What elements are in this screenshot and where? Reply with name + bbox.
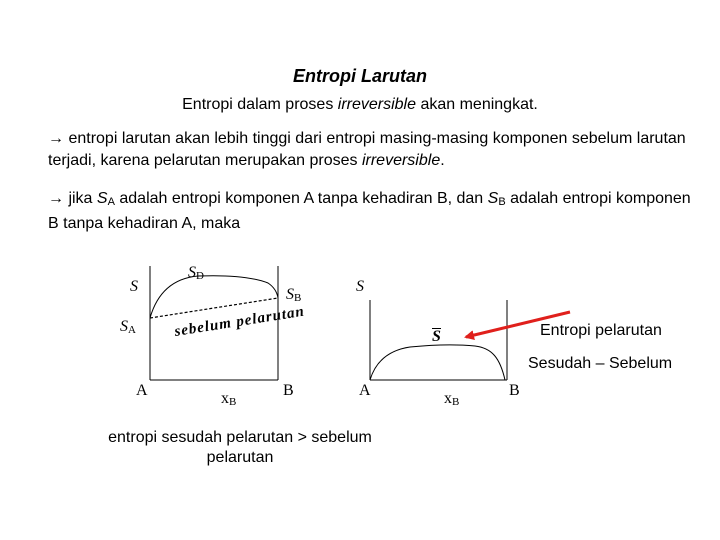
subtitle-suffix: akan meningkat. <box>416 96 538 113</box>
left-sb-subscript: B <box>294 292 302 304</box>
slide-title: Entropi Larutan <box>293 66 427 86</box>
left-xb-label <box>221 390 236 408</box>
sebelum-pelarutan-label: sebelum pelarutan <box>173 303 306 341</box>
left-x-right-label: B <box>283 382 294 399</box>
p1-end: . <box>440 152 445 169</box>
left-axis-s-label <box>130 278 138 296</box>
left-sa-symbol: S <box>120 318 128 335</box>
left-x-a-label: A <box>136 382 148 399</box>
left-sa-label <box>120 318 136 336</box>
right-x-a-label: A <box>359 382 371 399</box>
right-x-right-label: B <box>509 382 520 399</box>
right-xb-symbol: x <box>444 390 452 407</box>
arrow-bullet-icon: → <box>48 130 64 147</box>
p2-part-a: jika <box>64 190 97 207</box>
left-xb-symbol: x <box>221 390 229 407</box>
right-s-bar-symbol: S <box>432 328 441 345</box>
subtitle-italic: irreversible <box>337 96 417 113</box>
p1-italic: irreversible <box>361 152 441 169</box>
right-axis-s-text: S <box>356 278 364 295</box>
conclusion-text: entropi sesudah pelarutan > sebelum pelarutan <box>108 429 372 466</box>
p1-text: entropi larutan akan lebih tinggi dari entropi masing-masing komponen sebelum larutan terjadi, karena pelarutan merupakan proses <box>48 130 686 169</box>
left-sd-symbol: S <box>188 264 196 281</box>
left-sb-symbol: S <box>286 286 294 303</box>
p2-sb-symbol: S <box>487 190 499 207</box>
left-xb-subscript: B <box>229 396 237 408</box>
right-entropy-curve <box>370 345 505 380</box>
p2-sa-symbol: S <box>96 190 108 207</box>
left-sa-subscript: A <box>128 324 136 336</box>
subtitle-prefix: Entropi dalam proses <box>182 96 338 113</box>
left-sd-subscript: D <box>196 270 204 282</box>
p2-sa-subscript: A <box>107 196 115 208</box>
entropi-pelarutan-label: Entropi pelarutan <box>540 322 662 339</box>
arrow-bullet-icon: → <box>48 190 64 207</box>
right-axis-s-label <box>356 278 364 296</box>
left-sd-label <box>188 264 204 282</box>
right-xb-subscript: B <box>452 396 460 408</box>
p2-part-b: adalah entropi komponen A tanpa kehadiran B, dan <box>114 190 488 207</box>
right-xb-label <box>444 390 459 408</box>
right-s-bar-label <box>432 328 441 345</box>
left-sb-label <box>286 286 301 304</box>
p2-sb-subscript: B <box>498 196 506 208</box>
left-axis-s-text: S <box>130 278 138 295</box>
sesudah-sebelum-label: Sesudah – Sebelum <box>528 355 673 372</box>
p2-part-c: adalah entropi komponen B tanpa kehadiran A, maka <box>48 190 691 232</box>
